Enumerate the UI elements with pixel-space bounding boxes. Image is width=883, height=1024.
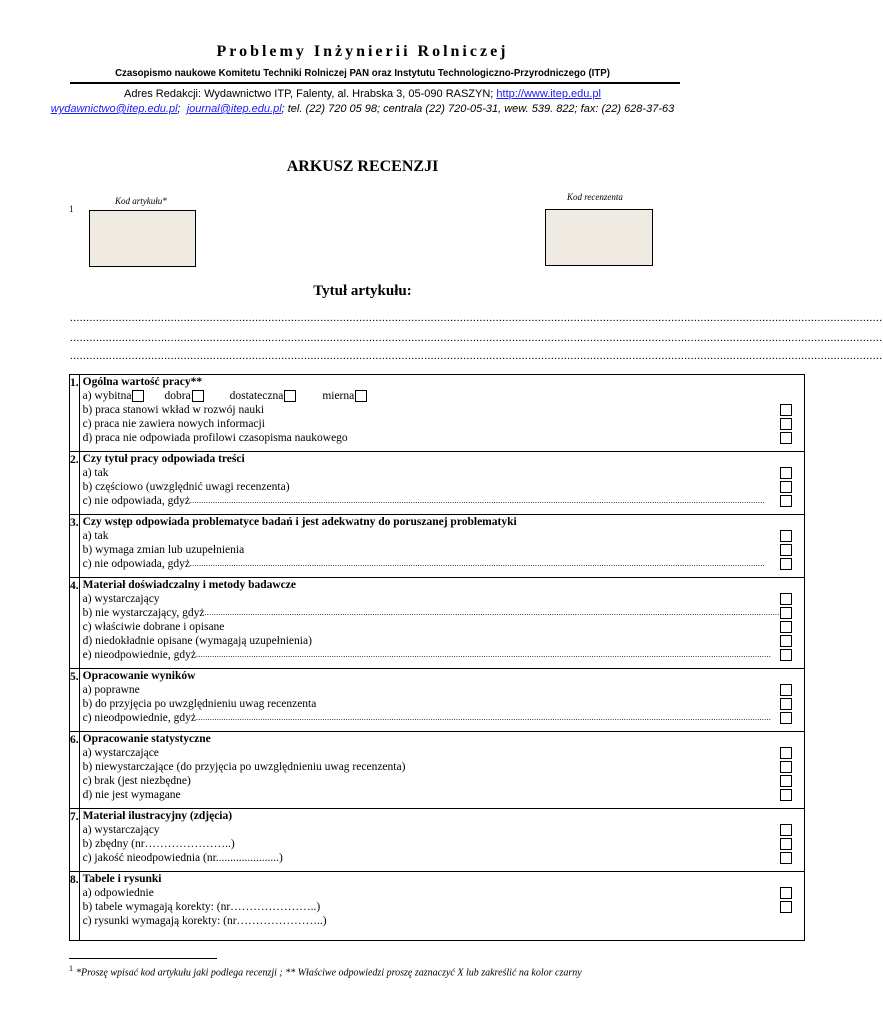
- footnote-divider: [69, 958, 217, 959]
- section-number: 2.: [70, 452, 80, 515]
- option-label: d) praca nie odpowiada profilowi czasopisma naukowego: [82, 432, 348, 444]
- section-title: Materiał doświadczalny i metody badawcze: [82, 579, 296, 591]
- option-row: [83, 466, 804, 480]
- option-row: [83, 606, 804, 620]
- section-title: Materiał ilustracyjny (zdjęcia): [82, 810, 233, 822]
- checkbox[interactable]: [780, 901, 792, 913]
- phone-fax-text: ; tel. (22) 720 05 98; centrala (22) 720-05-31, wew. 539. 822; fax: (22) 628-37-63: [281, 103, 675, 115]
- option-label: d) niedokładnie opisane (wymagają uzupełnienia): [82, 635, 312, 647]
- option-row: [83, 431, 804, 445]
- option-row: [83, 746, 804, 760]
- section-number: 5.: [70, 669, 80, 732]
- article-title-label: Tytuł artykułu:: [313, 283, 412, 299]
- option-row: [83, 697, 804, 711]
- option-label: a) wystarczające: [82, 747, 159, 759]
- option-row: [83, 480, 804, 494]
- option-label: a) tak: [82, 530, 109, 542]
- article-code-field[interactable]: [89, 210, 196, 267]
- fill-line[interactable]: ..........................................................................................................................................................................................................................................................: [189, 496, 765, 505]
- option-row: [83, 494, 804, 508]
- section-title: Tabele i rysunki: [82, 873, 162, 885]
- footnote-text: *Proszę wpisać kod artykułu jaki podlega recenzji ; ** Właściwe odpowiedzi proszę zaznaczyć X lub zakreślić na kolor czarny: [76, 967, 582, 979]
- option-label: a) odpowiednie: [82, 887, 154, 899]
- footnote-mark: 1: [69, 964, 73, 973]
- option-label: c) właściwie dobrane i opisane: [82, 621, 225, 633]
- option-label: b) praca stanowi wkład w rozwój nauki: [82, 404, 265, 416]
- option-label: a) wybitna: [82, 390, 132, 402]
- option-label: e) nieodpowiednie, gdyż: [82, 649, 196, 661]
- option-label: a) wystarczający: [82, 593, 160, 605]
- option-row: [83, 711, 804, 725]
- checkbox[interactable]: [132, 390, 144, 402]
- option-label: a) poprawne: [82, 684, 140, 696]
- article-title-line-2[interactable]: ..........................................................................................................................................................................................................................................................: [70, 332, 883, 344]
- option-label: d) nie jest wymagane: [82, 789, 181, 801]
- option-label: b) zbędny (nr…………………..): [82, 838, 235, 850]
- section-number: 1.: [70, 375, 80, 452]
- option-row: [83, 886, 804, 900]
- checkbox[interactable]: [780, 593, 792, 605]
- checkbox[interactable]: [780, 824, 792, 836]
- option-label: c) brak (jest niezbędne): [82, 775, 191, 787]
- journal-subtitle: Czasopismo naukowe Komitetu Techniki Rolniczej PAN oraz Instytutu Technologiczno-Przyrodniczego (ITP): [115, 67, 610, 79]
- option-row: [83, 592, 804, 606]
- option-label: b) do przyjęcia po uwzględnieniu uwag recenzenta: [82, 698, 317, 710]
- checkbox[interactable]: [780, 467, 792, 479]
- option-row: [83, 417, 804, 431]
- footnote-reference: 1: [69, 204, 74, 214]
- checkbox[interactable]: [780, 838, 792, 850]
- checkbox[interactable]: [780, 418, 792, 430]
- section-number: 8.: [70, 872, 80, 941]
- option-label: b) częściowo (uwzględnić uwagi recenzenta): [82, 481, 290, 493]
- option-label: a) tak: [82, 467, 109, 479]
- criteria-row: [70, 375, 805, 452]
- criteria-row: [70, 452, 805, 515]
- option-row: [83, 774, 804, 788]
- option-label: c) nieodpowiednie, gdyż: [82, 712, 196, 724]
- section-title: Opracowanie wyników: [82, 670, 196, 682]
- fill-line[interactable]: ..........................................................................................................................................................................................................................................................: [196, 650, 771, 659]
- editorial-address: [0, 88, 725, 100]
- journal-title: Problemy Inżynierii Rolniczej: [216, 43, 509, 60]
- criteria-row: [70, 732, 805, 809]
- criteria-row: [70, 669, 805, 732]
- website-link[interactable]: http://www.itep.edu.pl: [496, 88, 601, 100]
- article-code-label: Kod artykułu*: [115, 196, 167, 206]
- section-number: 3.: [70, 515, 80, 578]
- checkbox[interactable]: [780, 852, 792, 864]
- option-label: c) jakość nieodpowiednia (nr......................): [82, 852, 283, 864]
- checkbox[interactable]: [780, 495, 792, 507]
- checkbox[interactable]: [780, 775, 792, 787]
- option-label: c) praca nie zawiera nowych informacji: [82, 418, 265, 430]
- option-label: b) wymaga zmian lub uzupełnienia: [82, 544, 245, 556]
- checkbox[interactable]: [780, 607, 792, 619]
- checkbox[interactable]: [780, 684, 792, 696]
- section-title: Czy wstęp odpowiada problematyce badań i jest adekwatny do poruszanej problematyki: [82, 516, 517, 528]
- criteria-row: [70, 872, 805, 941]
- option-label: a) wystarczający: [82, 824, 160, 836]
- address-text: Adres Redakcji: Wydawnictwo ITP, Falenty, al. Hrabska 3, 05-090 RASZYN;: [124, 88, 497, 100]
- option-row: [83, 914, 804, 928]
- criteria-row: [70, 515, 805, 578]
- option-label: b) tabele wymagają korekty: (nr…………………..): [82, 901, 321, 913]
- article-title-line-1[interactable]: ..........................................................................................................................................................................................................................................................: [70, 312, 883, 324]
- section-number: 4.: [70, 578, 80, 669]
- option-row: [83, 620, 804, 634]
- criteria-row: [70, 809, 805, 872]
- option-label: c) nie odpowiada, gdyż: [82, 558, 190, 570]
- email-link-wydawnictwo[interactable]: wydawnictwo@itep.edu.pl: [50, 103, 178, 115]
- checkbox[interactable]: [192, 390, 204, 402]
- option-row: [83, 403, 804, 417]
- option-row: [83, 760, 804, 774]
- checkbox[interactable]: [780, 544, 792, 556]
- checkbox[interactable]: [780, 404, 792, 416]
- contact-line: wydawnictwo@itep.edu.pl; journal@itep.edu.pl; tel. (22) 720 05 98; centrala (22) 720-05-31, wew. 539. 822; fax: (22) 628-37-63: [50, 103, 675, 115]
- option-row: [83, 788, 804, 802]
- section-number: 7.: [70, 809, 80, 872]
- section-title: Opracowanie statystyczne: [82, 733, 211, 745]
- option-row: [83, 837, 804, 851]
- option-row: [83, 823, 804, 837]
- reviewer-code-field[interactable]: [545, 209, 653, 266]
- checkbox[interactable]: [780, 530, 792, 542]
- criteria-row: [70, 578, 805, 669]
- option-row: [83, 543, 804, 557]
- option-label: dobra: [164, 390, 191, 402]
- option-label: mierna: [322, 390, 355, 402]
- reviewer-code-label: Kod recenzenta: [567, 192, 623, 202]
- option-row: [83, 557, 804, 571]
- option-label: b) nie wystarczający, gdyż: [82, 607, 205, 619]
- checkbox[interactable]: [780, 621, 792, 633]
- checkbox[interactable]: [284, 390, 296, 402]
- review-criteria-table: [69, 374, 805, 941]
- option-row: [83, 851, 804, 865]
- rating-options: [83, 389, 804, 403]
- option-label: c) rysunki wymagają korekty: (nr…………………..): [82, 915, 327, 927]
- option-row: [83, 529, 804, 543]
- fill-line[interactable]: ..........................................................................................................................................................................................................................................................: [204, 608, 780, 617]
- checkbox[interactable]: [780, 887, 792, 899]
- checkbox[interactable]: [780, 558, 792, 570]
- checkbox[interactable]: [355, 390, 367, 402]
- option-row: [83, 900, 804, 914]
- option-row: [83, 648, 804, 662]
- checkbox[interactable]: [780, 712, 792, 724]
- fill-line[interactable]: ..........................................................................................................................................................................................................................................................: [189, 559, 765, 568]
- checkbox[interactable]: [780, 789, 792, 801]
- option-row: [83, 683, 804, 697]
- header-divider: [70, 82, 680, 84]
- option-label: c) nie odpowiada, gdyż: [82, 495, 190, 507]
- option-row: [83, 634, 804, 648]
- section-title: Czy tytuł pracy odpowiada treści: [82, 453, 245, 465]
- checkbox[interactable]: [780, 761, 792, 773]
- article-title-line-3[interactable]: ..........................................................................................................................................................................................................................................................: [70, 350, 883, 362]
- option-label: dostateczna: [229, 390, 284, 402]
- fill-line[interactable]: ..........................................................................................................................................................................................................................................................: [196, 713, 771, 722]
- checkbox[interactable]: [780, 481, 792, 493]
- checkbox[interactable]: [780, 747, 792, 759]
- section-number: 6.: [70, 732, 80, 809]
- checkbox[interactable]: [780, 432, 792, 444]
- option-label: b) niewystarczające (do przyjęcia po uwzględnieniu uwag recenzenta): [82, 761, 406, 773]
- section-title: Ogólna wartość pracy**: [82, 376, 203, 388]
- checkbox[interactable]: [780, 698, 792, 710]
- checkbox[interactable]: [780, 649, 792, 661]
- checkbox[interactable]: [780, 635, 792, 647]
- email-link-journal[interactable]: journal@itep.edu.pl: [186, 103, 282, 115]
- footnote: [69, 964, 582, 978]
- sheet-title: ARKUSZ RECENZJI: [286, 158, 439, 175]
